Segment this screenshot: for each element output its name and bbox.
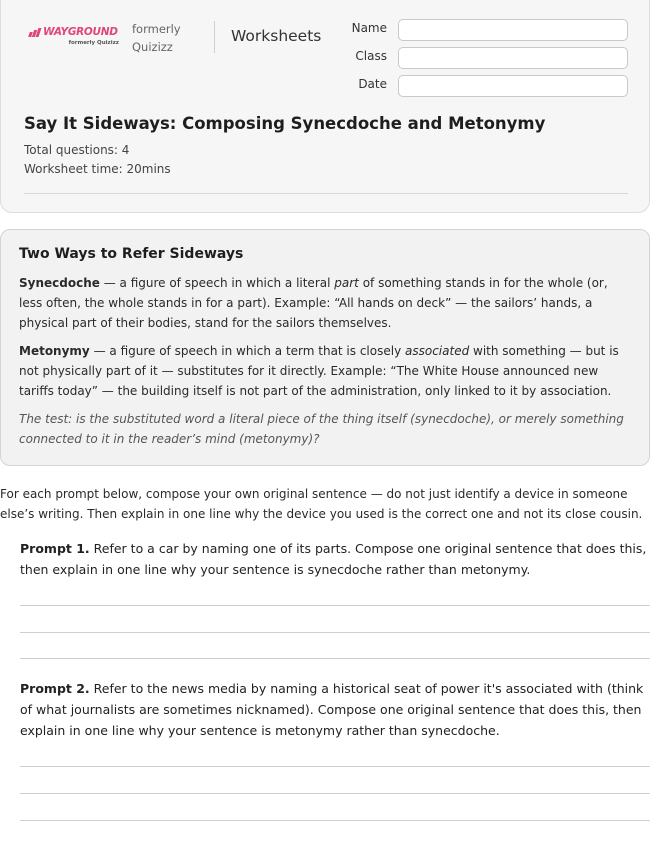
total-questions: Total questions: 4	[24, 143, 130, 157]
worksheet-time: Worksheet time: 20mins	[24, 162, 171, 176]
name-field-row	[341, 19, 631, 41]
name-input[interactable]	[398, 19, 628, 41]
concept-heading: Two Ways to Refer Sideways	[19, 246, 244, 262]
concept-test-note: The test: is the substituted word a literal piece of the thing itself (synecdoche), or merely something connected to it in the reader’s mind (metonymy)?	[19, 412, 624, 446]
header-divider	[214, 21, 215, 53]
prompt-1-answer-line-3[interactable]	[20, 658, 650, 659]
prompt-1-number: Prompt 1.	[20, 541, 90, 556]
prompt-1-answer-line-1[interactable]	[20, 605, 650, 606]
synecdoche-definition	[19, 273, 631, 333]
instructions: For each prompt below, compose your own original sentence — do not just identify a device in someone else’s writing. Then explain in one line why the device you used is the correct one and not its close cousin.	[0, 487, 643, 521]
metonymy-text-a: — a figure of speech in which a term that is closely	[89, 344, 405, 358]
synecdoche-text-a: — a figure of speech in which a literal	[99, 276, 335, 290]
synecdoche-text-b: of something stands in for the whole (or, less often, the whole stands in for a part). Example: “All hands on deck” — the sailors’ hands, a physical part of their bodies, stand for the sailors themselves.	[19, 276, 608, 330]
formerly-quizizz-note: formerly Quizizz	[132, 22, 181, 54]
metonymy-text-b: with something — but is not physically part of it — substitutes for it directly. Example: “The White House announced new tariffs today” — the building itself is not part of the administration, only linked to it by association.	[19, 344, 619, 398]
synecdoche-emphasis: part	[334, 276, 359, 290]
class-input[interactable]	[398, 47, 628, 69]
concept-box	[0, 229, 650, 466]
metonymy-emphasis: associated	[405, 344, 470, 358]
synecdoche-term: Synecdoche	[19, 276, 100, 290]
prompt-2-number: Prompt 2.	[20, 681, 90, 696]
name-label: Name	[351, 21, 387, 35]
class-label: Class	[355, 49, 387, 63]
logo-wordmark: WAYGROUND	[43, 26, 118, 38]
worksheet-header	[0, 0, 650, 213]
prompt-1	[20, 538, 650, 580]
prompt-2-answer-line-3[interactable]	[20, 820, 650, 821]
metonymy-definition	[19, 341, 631, 401]
date-label: Date	[358, 77, 387, 91]
class-field-row	[341, 47, 631, 69]
date-field-row	[341, 75, 631, 97]
wayground-logo	[29, 26, 119, 46]
header-bottom-divider	[24, 193, 628, 194]
prompt-1-text: Refer to a car by naming one of its parts. Compose one original sentence that does this, then explain in one line why your sentence is synecdoche rather than metonymy.	[20, 541, 647, 577]
prompt-2-answer-line-1[interactable]	[20, 766, 650, 767]
logo-mark-icon	[29, 28, 40, 37]
date-input[interactable]	[398, 75, 628, 97]
prompt-1-answer-line-2[interactable]	[20, 632, 650, 633]
prompt-2	[20, 678, 650, 741]
worksheet-title: Say It Sideways: Composing Synecdoche and Metonymy	[24, 114, 546, 133]
prompt-2-answer-line-2[interactable]	[20, 793, 650, 794]
worksheets-label: Worksheets	[231, 27, 322, 45]
logo-subtitle: formerly Quizizz	[68, 40, 119, 46]
prompt-2-text: Refer to the news media by naming a historical seat of power it's associated with (think of what journalists are sometimes nicknamed). Compose one original sentence that does this, then explain in one line why your sentence is metonymy rather than synecdoche.	[20, 681, 644, 738]
metonymy-term: Metonymy	[19, 344, 90, 358]
